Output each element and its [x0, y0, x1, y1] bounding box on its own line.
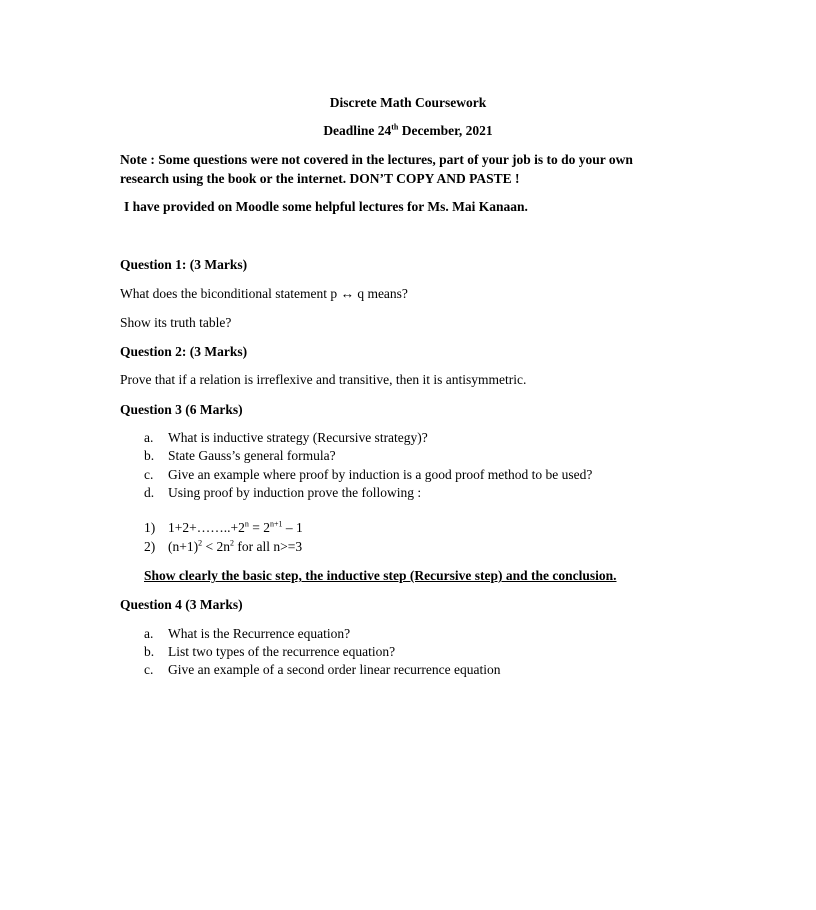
question-1-heading: Question 1: (3 Marks)	[120, 257, 248, 272]
formula-part: < 2n	[202, 539, 230, 554]
formula-sup: n+1	[269, 519, 283, 529]
list-text: Give an example of a second order linear recurrence equation	[168, 662, 501, 677]
sub-item-1	[144, 519, 303, 536]
deadline-suffix: December, 2021	[398, 123, 493, 138]
formula-sup: 2	[229, 538, 234, 548]
formula-part: (n+1)	[168, 539, 199, 554]
sub-marker: 2)	[144, 539, 156, 554]
list-text: What is inductive strategy (Recursive strategy)?	[168, 430, 428, 445]
question-1-line-2: Show its truth table?	[120, 315, 232, 330]
note-line-2: research using the book or the internet. DON’T COPY AND PASTE !	[120, 171, 520, 186]
list-item	[144, 661, 500, 678]
list-text: Give an example where proof by induction is a good proof method to be used?	[168, 467, 593, 482]
list-marker: d.	[144, 485, 155, 500]
formula-sup: 2	[198, 538, 203, 548]
sub-marker: 1)	[144, 520, 156, 535]
list-marker: a.	[144, 626, 154, 641]
document-title: Discrete Math Coursework	[329, 95, 487, 110]
list-marker: c.	[144, 662, 154, 677]
list-item	[144, 429, 428, 446]
list-item	[144, 447, 336, 464]
formula-part: = 2	[248, 520, 270, 535]
sub-item-2	[144, 538, 302, 555]
list-text: Using proof by induction prove the following :	[168, 485, 422, 500]
formula-part: – 1	[282, 520, 303, 535]
list-item	[144, 484, 421, 501]
list-marker: a.	[144, 430, 154, 445]
list-marker: b.	[144, 448, 155, 463]
question-2-heading: Question 2: (3 Marks)	[120, 344, 248, 359]
list-item	[144, 466, 592, 483]
note-line-1: Note : Some questions were not covered in the lectures, part of your job is to do your own	[120, 152, 633, 167]
emphasis-instruction: Show clearly the basic step, the inductive step (Recursive step) and the conclusion.	[144, 568, 617, 583]
question-2-line-1: Prove that if a relation is irreflexive and transitive, then it is antisymmetric.	[120, 372, 527, 387]
moodle-note: I have provided on Moodle some helpful lectures for Ms. Mai Kanaan.	[124, 199, 528, 214]
question-4-heading: Question 4 (3 Marks)	[120, 597, 243, 612]
formula-part: 1+2+……..+2	[168, 520, 245, 535]
list-item	[144, 625, 350, 642]
list-text: State Gauss’s general formula?	[168, 448, 336, 463]
list-marker: c.	[144, 467, 154, 482]
formula-sup: n	[244, 519, 249, 529]
deadline-prefix: Deadline 24	[323, 123, 392, 138]
question-1-line-1: What does the biconditional statement p ↔ q means?	[120, 286, 408, 301]
list-text: List two types of the recurrence equation?	[168, 644, 396, 659]
list-text: What is the Recurrence equation?	[168, 626, 351, 641]
question-3-heading: Question 3 (6 Marks)	[120, 402, 243, 417]
list-item	[144, 643, 395, 660]
formula-part: for all n>=3	[233, 539, 303, 554]
deadline	[0, 122, 816, 139]
deadline-sup: th	[391, 122, 399, 132]
list-marker: b.	[144, 644, 155, 659]
